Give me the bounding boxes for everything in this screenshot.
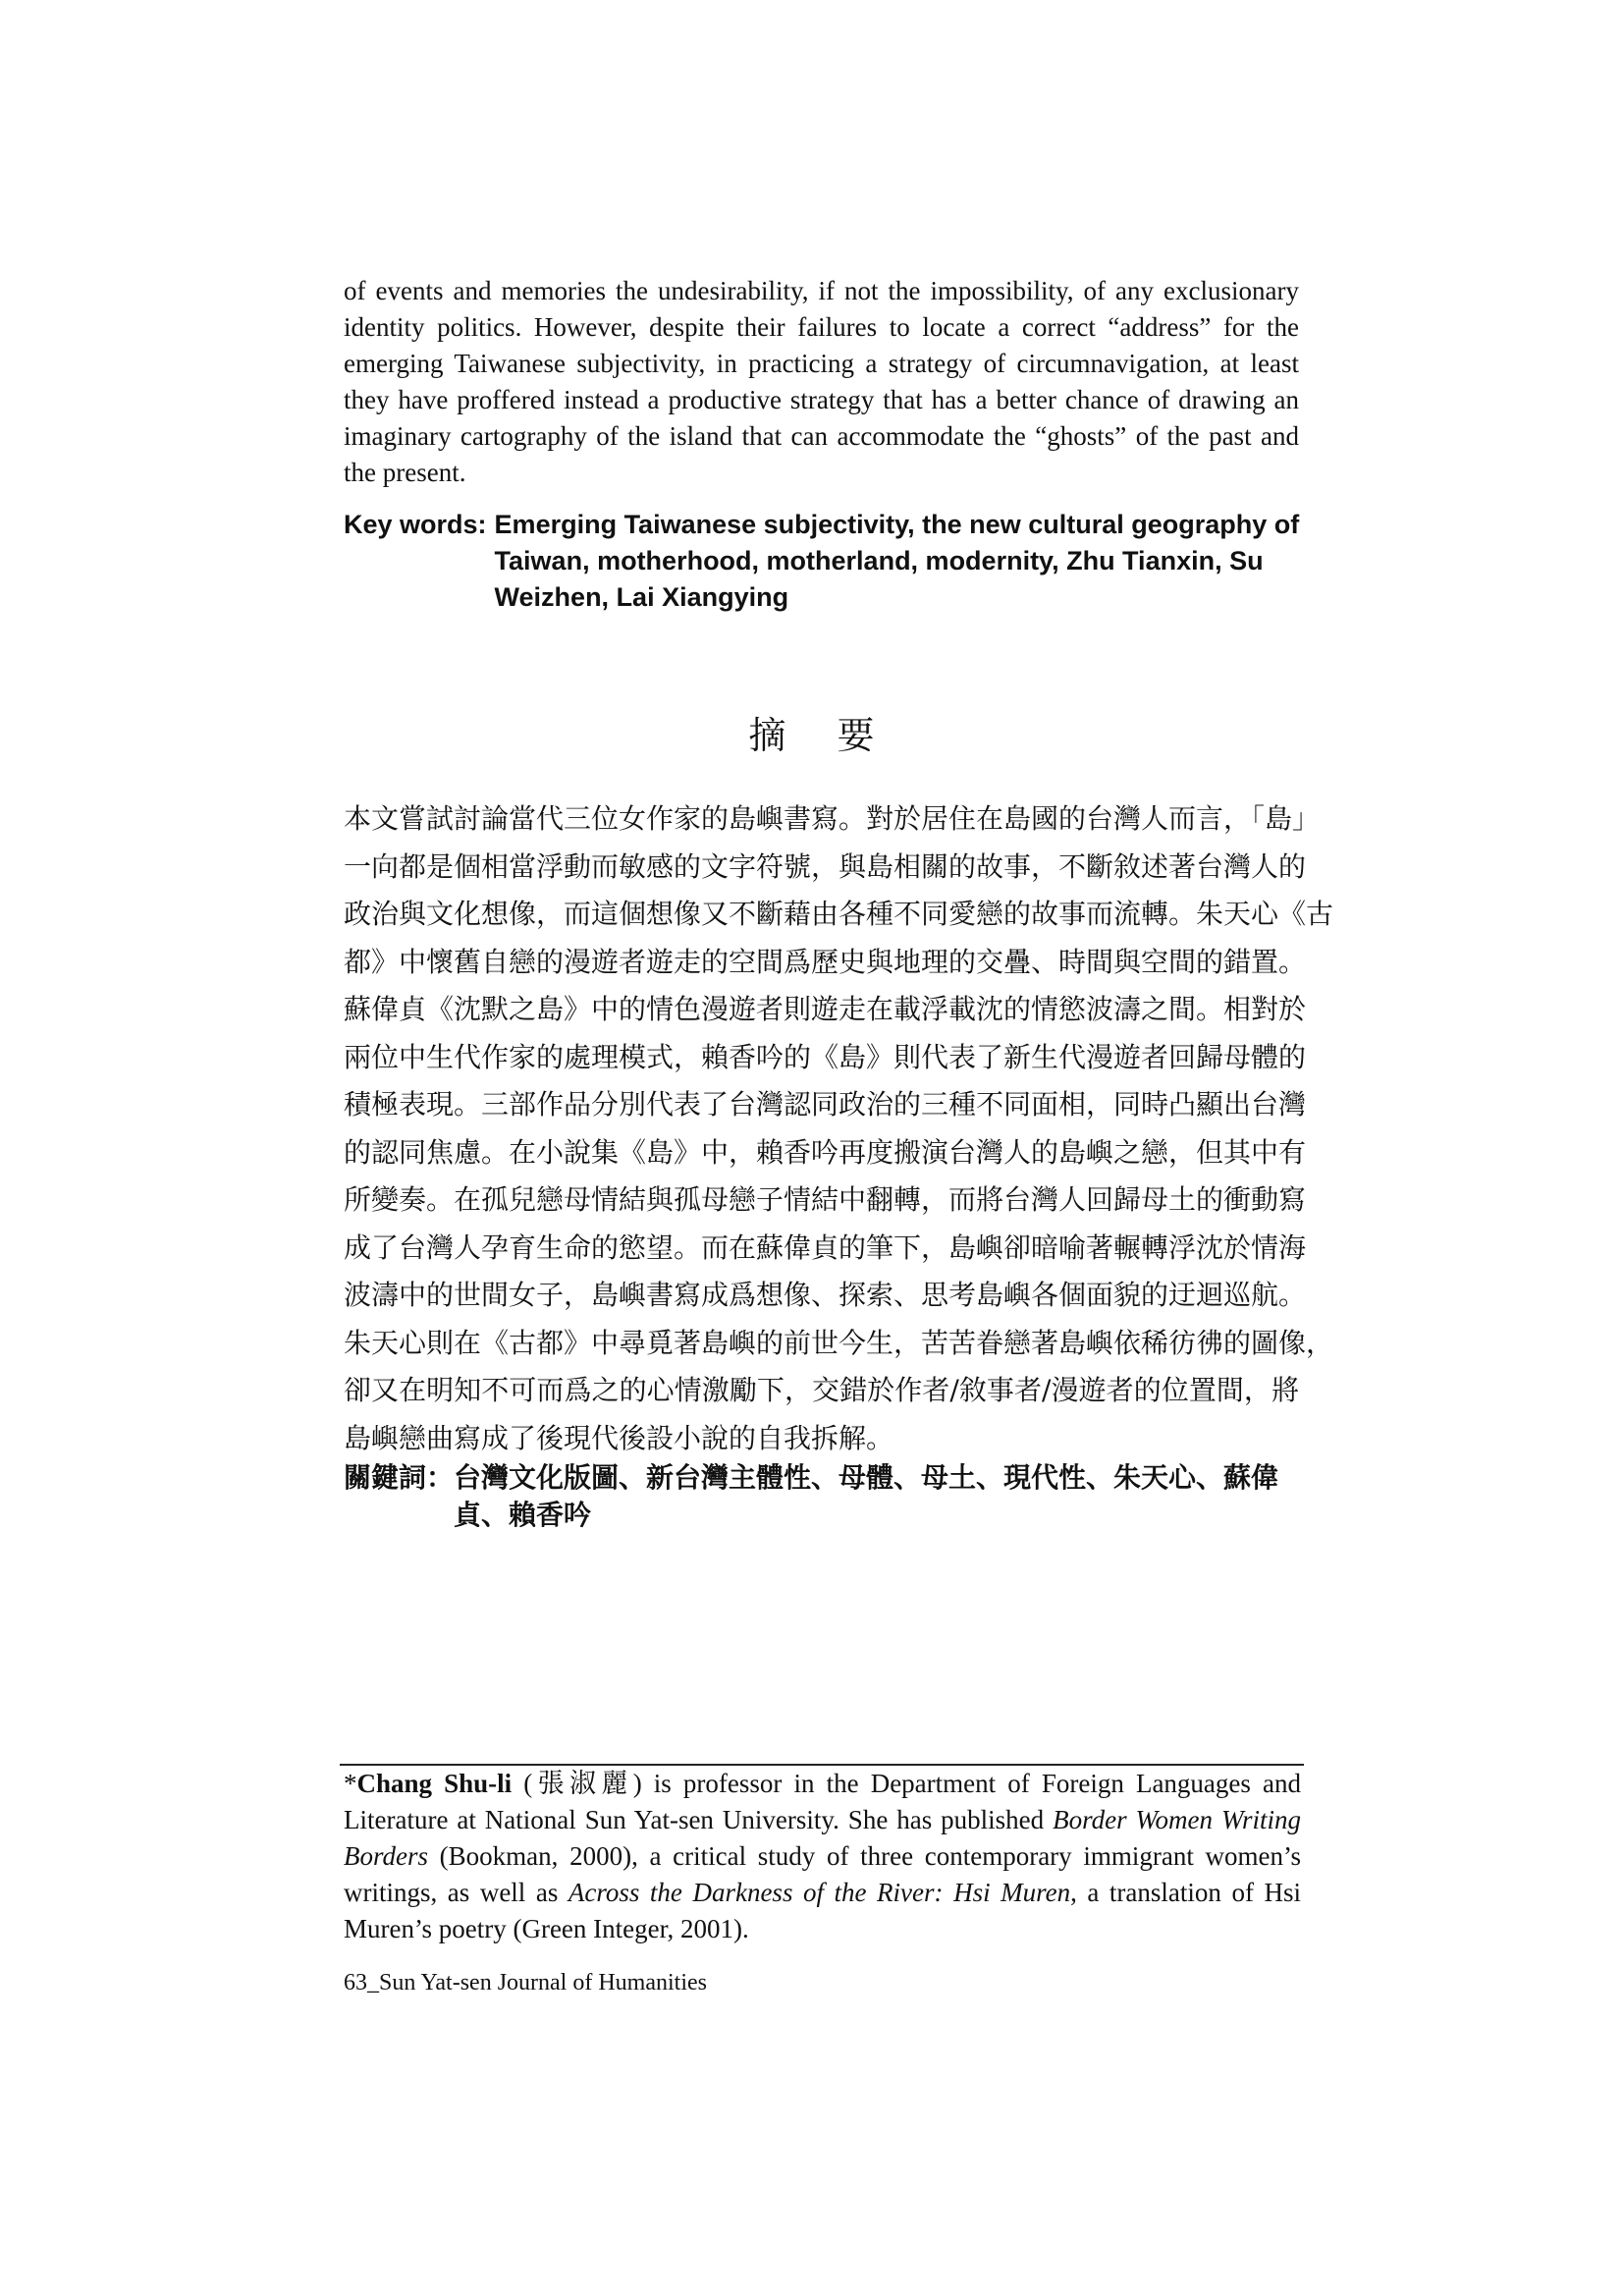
chinese-abstract-line: 波濤中的世間女子，島嶼書寫成爲想像、探索、思考島嶼各個面貌的迂迴巡航。: [344, 1279, 1307, 1311]
footnote-author-name: Chang Shu-li: [356, 1769, 513, 1798]
chinese-abstract-line: 政治與文化想像，而這個想像又不斷藉由各種不同愛戀的故事而流轉。朱天心《古: [344, 898, 1334, 930]
chinese-keywords: [344, 1459, 1306, 1534]
chinese-abstract-line: 本文嘗試討論當代三位女作家的島嶼書寫。對於居住在島國的台灣人而言，「島」: [344, 802, 1321, 835]
chinese-keywords-label: 關鍵詞：: [344, 1461, 455, 1494]
chinese-abstract-line: 島嶼戀曲寫成了後現代後設小說的自我拆解。: [344, 1421, 894, 1454]
english-keywords: [344, 507, 1306, 616]
chinese-abstract-line: 成了台灣人孕育生命的慾望。而在蘇偉貞的筆下，島嶼卻暗喻著輾轉浮沈於情海: [344, 1230, 1307, 1264]
chinese-abstract-line: 都》中懷舊自戀的漫遊者遊走的空間爲歷史與地理的交疊、時間與空間的錯置。: [344, 945, 1307, 978]
chinese-abstract-paragraph: [344, 795, 1334, 1462]
english-keywords-list: Emerging Taiwanese subjectivity, the new cultural geography of Taiwan, motherhood, motherland, modernity, Zhu Tianxin, Su Weizhen, Lai Xiangying: [494, 510, 1300, 612]
english-keywords-label: Key words:: [344, 510, 487, 539]
chinese-abstract-line: 蘇偉貞《沈默之島》中的情色漫遊者則遊走在載浮載沈的情慾波濤之間。相對於: [344, 993, 1307, 1025]
footnote-book-title: Across the Darkness of the River: Hsi Muren: [568, 1878, 1071, 1907]
english-abstract-paragraph: of events and memories the undesirability, if not the impossibility, of any exclusionary identity politics. However, despite their failures to locate a correct “address” for the emerging Taiwanese subjectivity, in practicing a strategy of circumnavigation, at least they have proffered instead a productive strategy that has a better chance of drawing an imaginary cartography of the island that can accommodate the “ghosts” of the past and the present.: [344, 276, 1299, 487]
footnote-marker: *: [344, 1769, 357, 1798]
chinese-abstract-line: 朱天心則在《古都》中尋覓著島嶼的前世今生，苦苦眷戀著島嶼依稀彷彿的圖像，: [344, 1326, 1334, 1359]
page-footer: 63_Sun Yat-sen Journal of Humanities: [344, 1970, 707, 1995]
chinese-abstract-line: 所變奏。在孤兒戀母情結與孤母戀子情結中翻轉，而將台灣人回歸母土的衝動寫: [344, 1183, 1307, 1216]
author-footnote: [344, 1766, 1301, 1947]
chinese-abstract-line: 積極表現。三部作品分別代表了台灣認同政治的三種不同面相，同時凸顯出台灣: [344, 1088, 1307, 1121]
chinese-keywords-list: 台灣文化版圖、新台灣主體性、母體、母土、現代性、朱天心、蘇偉貞、賴香吟: [454, 1461, 1279, 1531]
footnote-book-title: Border Women Writing Borders: [344, 1805, 1301, 1871]
footnote-text: , a translation of Hsi Muren’s poetry (Green Integer, 2001).: [344, 1878, 1301, 1943]
chinese-abstract-line: 兩位中生代作家的處理模式，賴香吟的《島》則代表了新生代漫遊者回歸母體的: [344, 1040, 1307, 1073]
chinese-abstract-heading: 摘要: [748, 714, 926, 757]
footnote-text: (Bookman, 2000), a critical study of three contemporary immigrant women’s writings, as well as: [344, 1841, 1301, 1907]
chinese-abstract-line: 卻又在明知不可而爲之的心情激勵下，交錯於作者/敘事者/漫遊者的位置間，將: [344, 1374, 1299, 1406]
chinese-abstract-line: 一向都是個相當浮動而敏感的文字符號，與島相關的故事，不斷敘述著台灣人的: [344, 849, 1307, 883]
chinese-abstract-line: 的認同焦慮。在小說集《島》中，賴香吟再度搬演台灣人的島嶼之戀，但其中有: [344, 1135, 1307, 1169]
footnote-text: (張淑麗) is professor in the Department of Foreign Languages and Literature at National Sun Yat-sen University. She has published: [344, 1769, 1301, 1834]
